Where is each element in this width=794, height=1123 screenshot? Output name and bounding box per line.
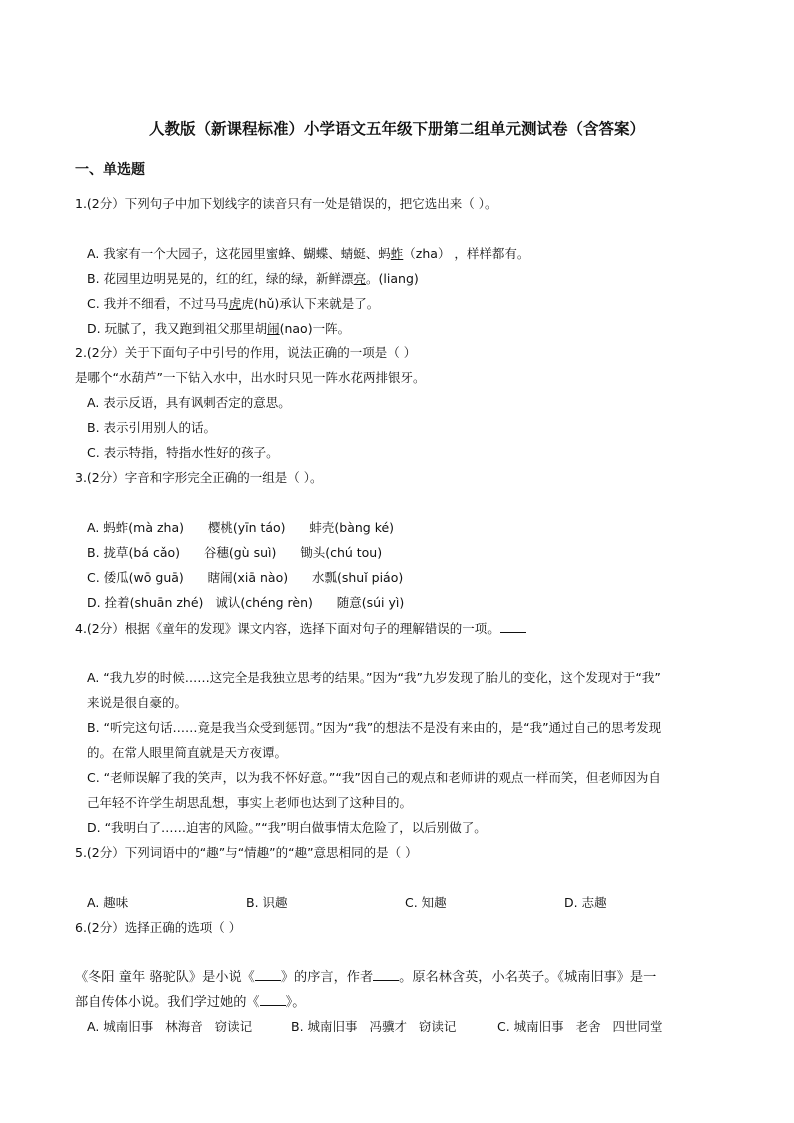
question-3-option-b: B. 拢草(bá cǎo) 谷穗(gù suì) 锄头(chú tou) xyxy=(87,545,383,560)
question-4-option-c-line1: C. “老师误解了我的笑声，以为我不怀好意。”“我”因自己的观点和老师讲的观点一样而笑，但老师因为自 xyxy=(87,770,661,785)
question-1-stem: 1.(2分）下列句子中加下划线字的读音只有一处是错误的，把它选出来（ ）。 xyxy=(75,196,498,211)
question-1-option-c: C. 我并不细看，不过马马虎虎(hǔ)承认下来就是了。 xyxy=(87,296,380,311)
question-4-option-a-line1: A. “我九岁的时候……这完全是我独立思考的结果。”因为“我”九岁发现了胎儿的变化，这个发现对于“我” xyxy=(87,670,661,685)
question-1-option-a: A. 我家有一个大园子，这花园里蜜蜂、蝴蝶、蜻蜓、蚂蚱（zha） ，样样都有。 xyxy=(87,246,530,261)
question-6-stem: 6.(2分）选择正确的选项（ ） xyxy=(75,920,242,935)
question-4-option-b-line1: B. “听完这句话……竟是我当众受到惩罚。”因为“我”的想法不是没有来由的，是“我”通过自己的思考发现 xyxy=(87,720,662,735)
question-4-option-b-line2: 的。在常人眼里简直就是天方夜谭。 xyxy=(87,745,288,760)
answer-blank xyxy=(255,966,281,981)
question-3-option-d: D. 拴着(shuān zhé) 诚认(chéng rèn) 随意(súi yì) xyxy=(87,595,405,610)
question-3-option-a: A. 蚂蚱(mà zha) 樱桃(yīn táo) 蚌壳(bàng ké) xyxy=(87,520,395,535)
question-1-option-d: D. 玩腻了，我又跑到祖父那里胡闹(nao)一阵。 xyxy=(87,321,351,336)
question-5-option-d: D. 志趣 xyxy=(564,895,607,910)
question-4-option-c-line2: 己年轻不许学生胡思乱想，事实上老师也达到了这种目的。 xyxy=(87,795,413,810)
question-2-option-b: B. 表示引用别人的话。 xyxy=(87,420,217,435)
section-heading: 一、单选题 xyxy=(75,162,145,178)
question-2-stem: 2.(2分）关于下面句子中引号的作用，说法正确的一项是（ ） xyxy=(75,345,417,360)
answer-blank xyxy=(373,966,399,981)
question-5-option-a: A. 趣味 xyxy=(87,895,129,910)
question-5-option-c: C. 知趣 xyxy=(405,895,447,910)
answer-blank xyxy=(500,618,526,633)
question-6-passage-line2: 部自传体小说。我们学过她的《 》。 xyxy=(75,991,305,1013)
question-5-option-b: B. 识趣 xyxy=(246,895,288,910)
answer-blank xyxy=(260,991,286,1006)
question-3-option-c: C. 倭瓜(wō guā) 瞎闹(xiā nào) 水瓢(shuǐ piáo) xyxy=(87,570,404,585)
document-title: 人教版（新课程标准）小学语文五年级下册第二组单元测试卷（含答案） xyxy=(148,120,645,138)
question-6-passage-line1: 《冬阳 童年 骆驼队》是小说《 》的序言，作者 。原名林含英，小名英子。《城南旧事》是一 xyxy=(75,966,656,988)
question-6-option-b: B. 城南旧事 冯骥才 窃读记 xyxy=(291,1019,457,1034)
question-4-option-d: D. “我明白了……迫害的风险。”“我”明白做事情太危险了，以后别做了。 xyxy=(87,820,487,835)
question-6-option-a: A. 城南旧事 林海音 窃读记 xyxy=(87,1019,253,1034)
question-4-option-a-line2: 来说是很自豪的。 xyxy=(87,695,188,710)
question-6-option-c: C. 城南旧事 老舍 四世同堂 xyxy=(497,1019,663,1034)
question-1-option-b: B. 花园里边明晃晃的，红的红，绿的绿，新鲜漂亮。(liang) xyxy=(87,271,419,286)
question-5-stem: 5.(2分）下列词语中的“趣”与“情趣”的“趣”意思相同的是（ ） xyxy=(75,845,418,860)
question-4-stem: 4.(2分）根据《童年的发现》课文内容，选择下面对句子的理解错误的一项。 xyxy=(75,618,526,639)
question-2-option-c: C. 表示特指，特指水性好的孩子。 xyxy=(87,445,279,460)
question-2-sentence: 是哪个“水葫芦”一下钻入水中，出水时只见一阵水花两排银牙。 xyxy=(75,370,426,385)
question-2-option-a: A. 表示反语，具有讽刺否定的意思。 xyxy=(87,395,291,410)
question-3-stem: 3.(2分）字音和字形完全正确的一组是（ ）。 xyxy=(75,470,323,485)
